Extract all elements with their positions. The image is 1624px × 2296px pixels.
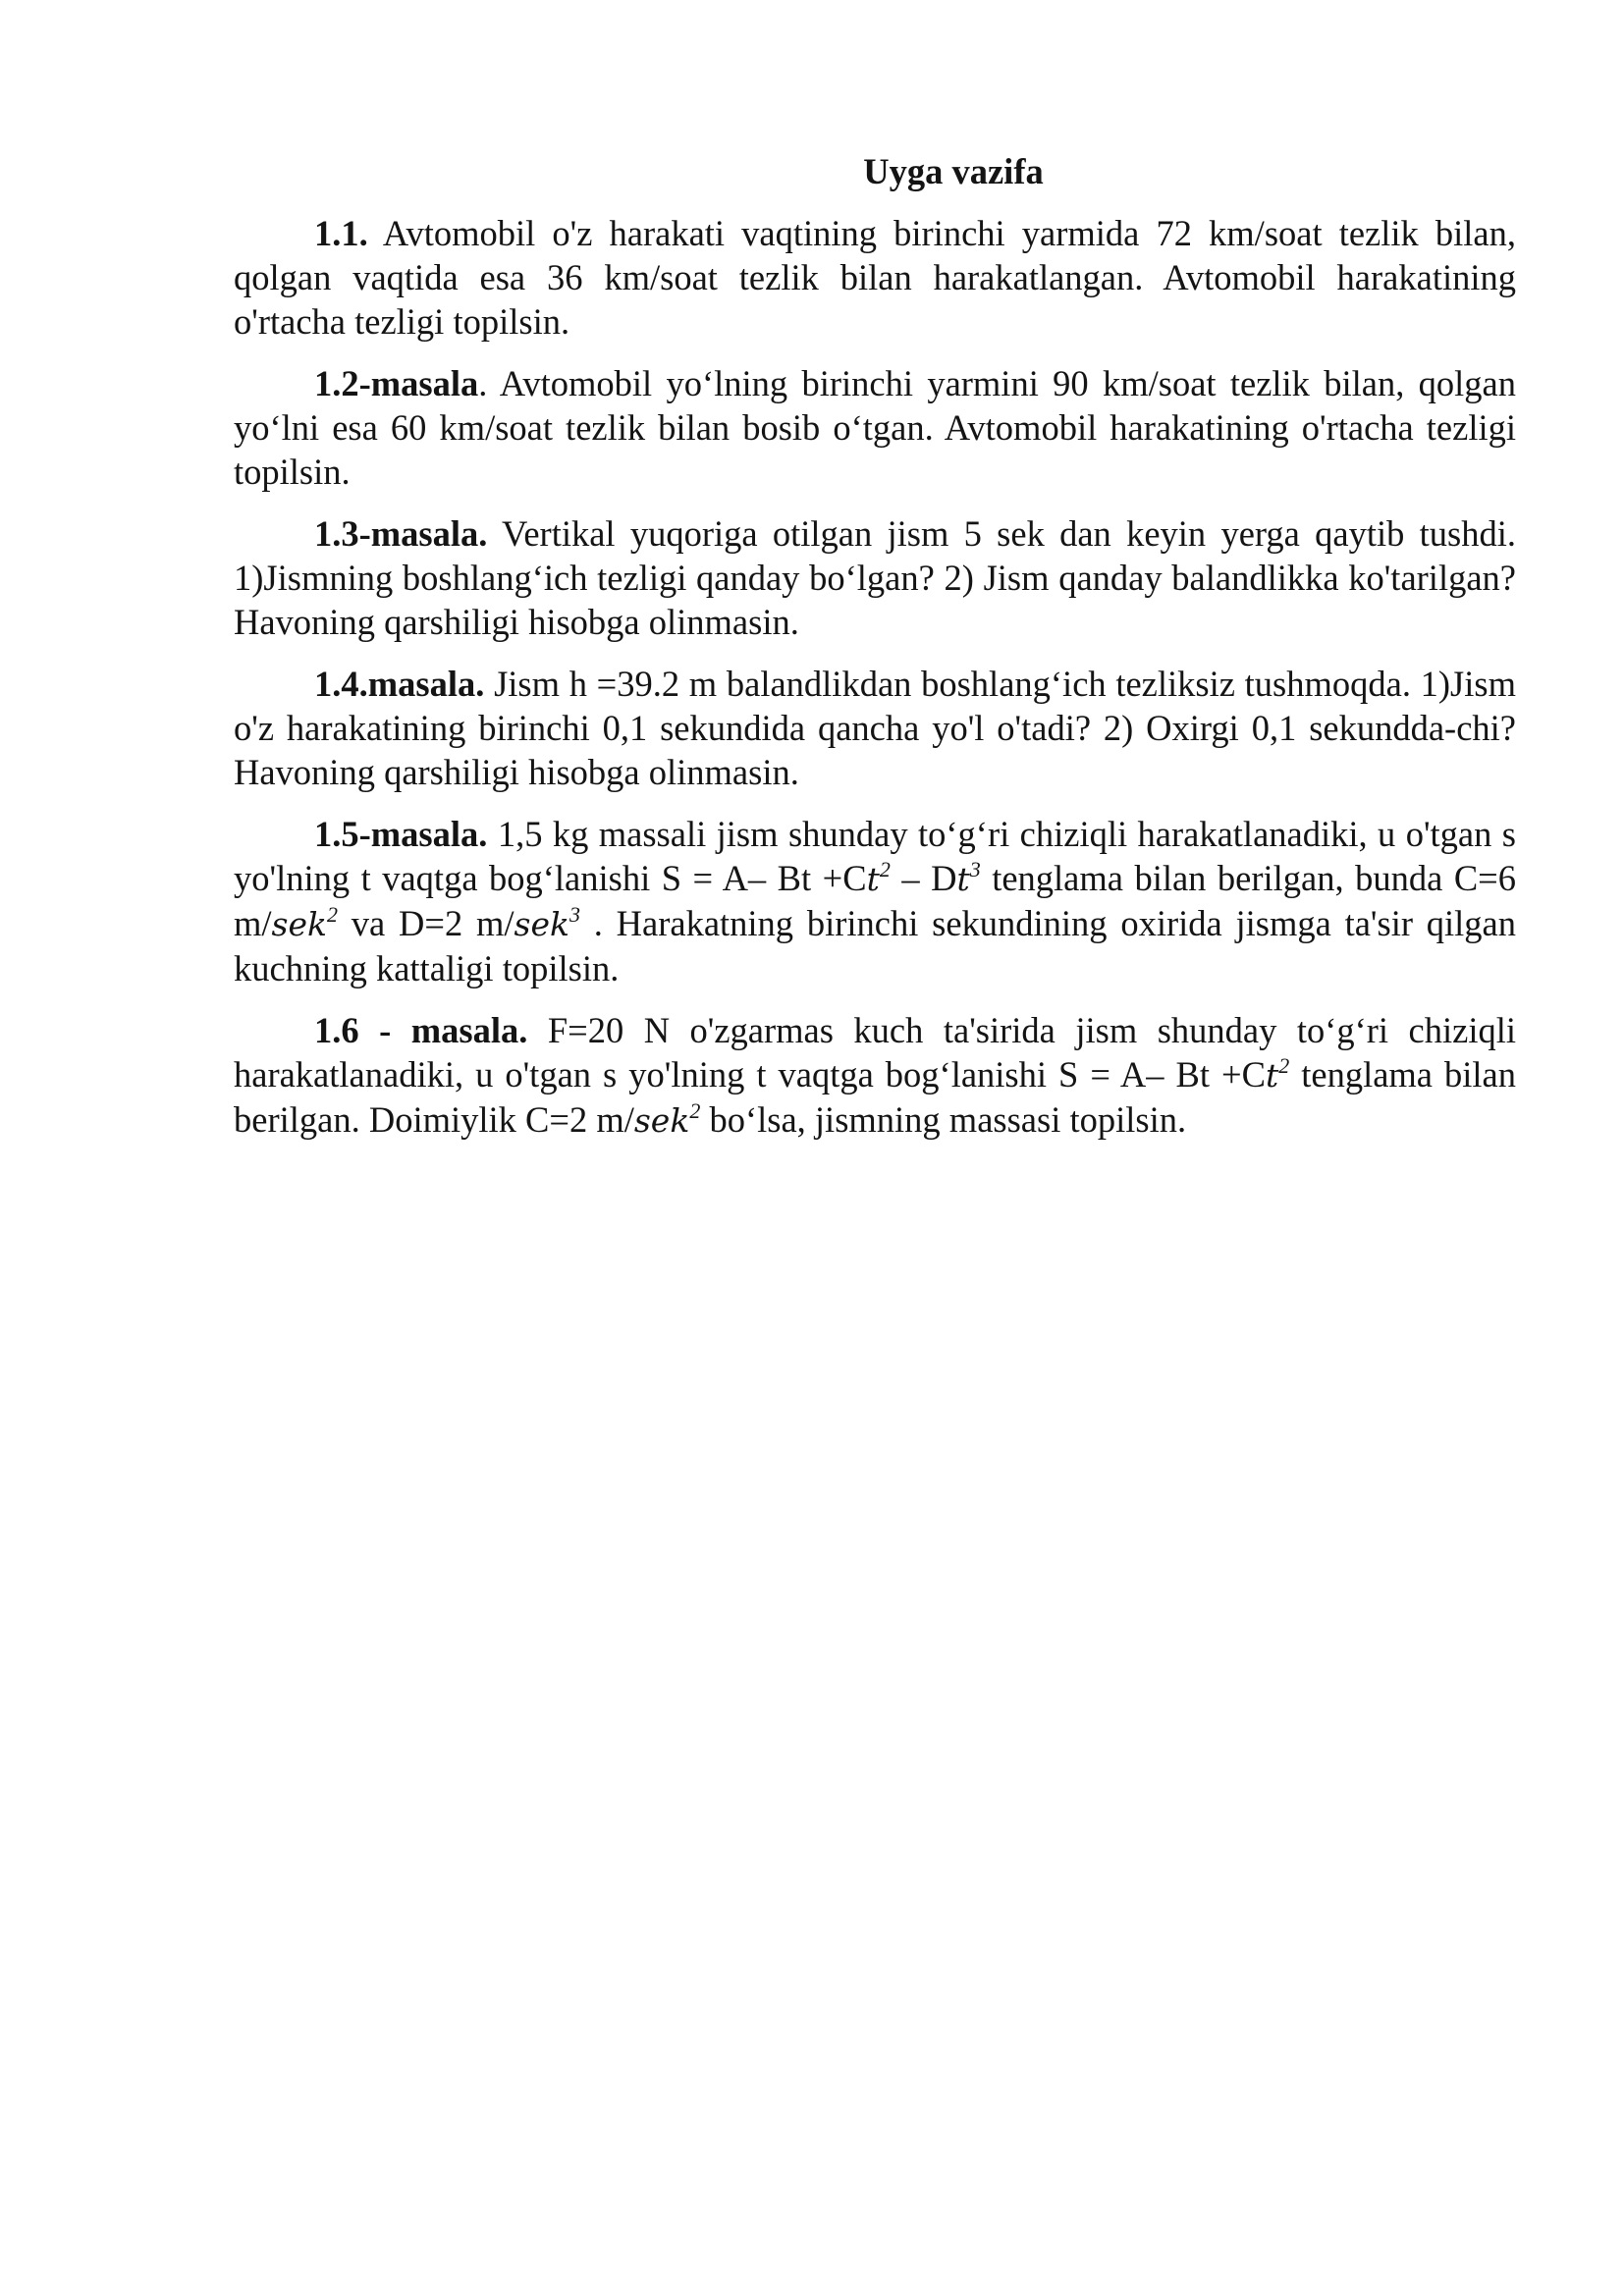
problem-1-1 (234, 211, 1516, 344)
problem-1-6 (234, 1008, 1516, 1143)
exponent: 3 (969, 857, 981, 881)
math-variable: t (866, 860, 880, 898)
problem-text: Avtomobil o'z harakati vaqtining birinchi yarmida 72 km/soat tezlik bilan, qolgan vaqtida esa 36 km/soat tezlik bilan harakatlangan. Avtomobil harakatining o'rtacha tezligi topilsin. (234, 213, 1516, 342)
math-unit: sek (633, 1101, 690, 1140)
problem-label: 1.5-masala. (314, 814, 488, 854)
problem-text: bo‘lsa, jismning massasi topilsin. (700, 1099, 1187, 1140)
exponent: 3 (568, 902, 580, 927)
problem-label: 1.1. (314, 213, 368, 253)
exponent: 2 (1278, 1053, 1290, 1078)
problem-text: Vertikal yuqoriga otilgan jism 5 sek dan keyin yerga qaytib tushdi. 1)Jismning boshlang‘ich tezligi qanday bo‘lgan? 2) Jism qanday balandlikka ko'tarilgan? Havoning qarshiligi hisobga olinmasin. (234, 513, 1516, 642)
math-variable: t (956, 860, 970, 898)
page-title: Uyga vazifa (863, 151, 1044, 191)
problem-text: va D=2 m/ (338, 903, 514, 943)
problem-1-4 (234, 662, 1516, 794)
problem-text: tenglama bilan berilgan, bunda C=6 m/ (234, 858, 1516, 943)
problem-text: tenglama bilan berilgan. Doimiylik C=2 m/ (234, 1054, 1516, 1140)
problem-text: – D (890, 858, 957, 898)
problem-text: . Harakatning birinchi sekundining oxirida jismga ta'sir qilgan kuchning kattaligi topilsin. (234, 903, 1516, 988)
problem-label: 1.2-masala (314, 363, 479, 403)
exponent: 2 (689, 1098, 701, 1123)
problem-text: Jism h =39.2 m balandlikdan boshlang‘ich tezliksiz tushmoqda. 1)Jism o'z harakatining birinchi 0,1 sekundida qancha yo'l o'tadi? 2) Oxirgi 0,1 sekundda-chi? Havoning qarshiligi hisobga olinmasin. (234, 664, 1516, 792)
problem-label: 1.6 - masala. (314, 1010, 528, 1050)
problem-label: 1.3-masala. (314, 513, 488, 554)
math-unit: sek (271, 905, 328, 943)
math-variable: t (1265, 1056, 1279, 1095)
problem-1-3 (234, 511, 1516, 644)
problem-label: 1.4.masala. (314, 664, 485, 704)
problem-text: . Avtomobil yo‘lning birinchi yarmini 90 km/soat tezlik bilan, qolgan yo‘lni esa 60 km/soat tezlik bilan bosib o‘tgan. Avtomobil harakatining o'rtacha tezligi topilsin. (234, 363, 1516, 492)
problem-1-5 (234, 812, 1516, 990)
exponent: 2 (327, 902, 339, 927)
problem-1-2 (234, 361, 1516, 494)
exponent: 2 (879, 857, 891, 881)
math-unit: sek (514, 905, 569, 943)
problem-text: 1,5 kg massali jism shunday to‘g‘ri chiziqli harakatlanadiki, u o'tgan s yo'lning t vaqtga bog‘lanishi S = A– Bt +C (234, 814, 1516, 898)
document-body (234, 149, 1516, 1160)
problem-text: F=20 N o'zgarmas kuch ta'sirida jism shunday to‘g‘ri chiziqli harakatlanadiki, u o'tgan s yo'lning t vaqtga bog‘lanishi S = A– Bt +C (234, 1010, 1517, 1095)
